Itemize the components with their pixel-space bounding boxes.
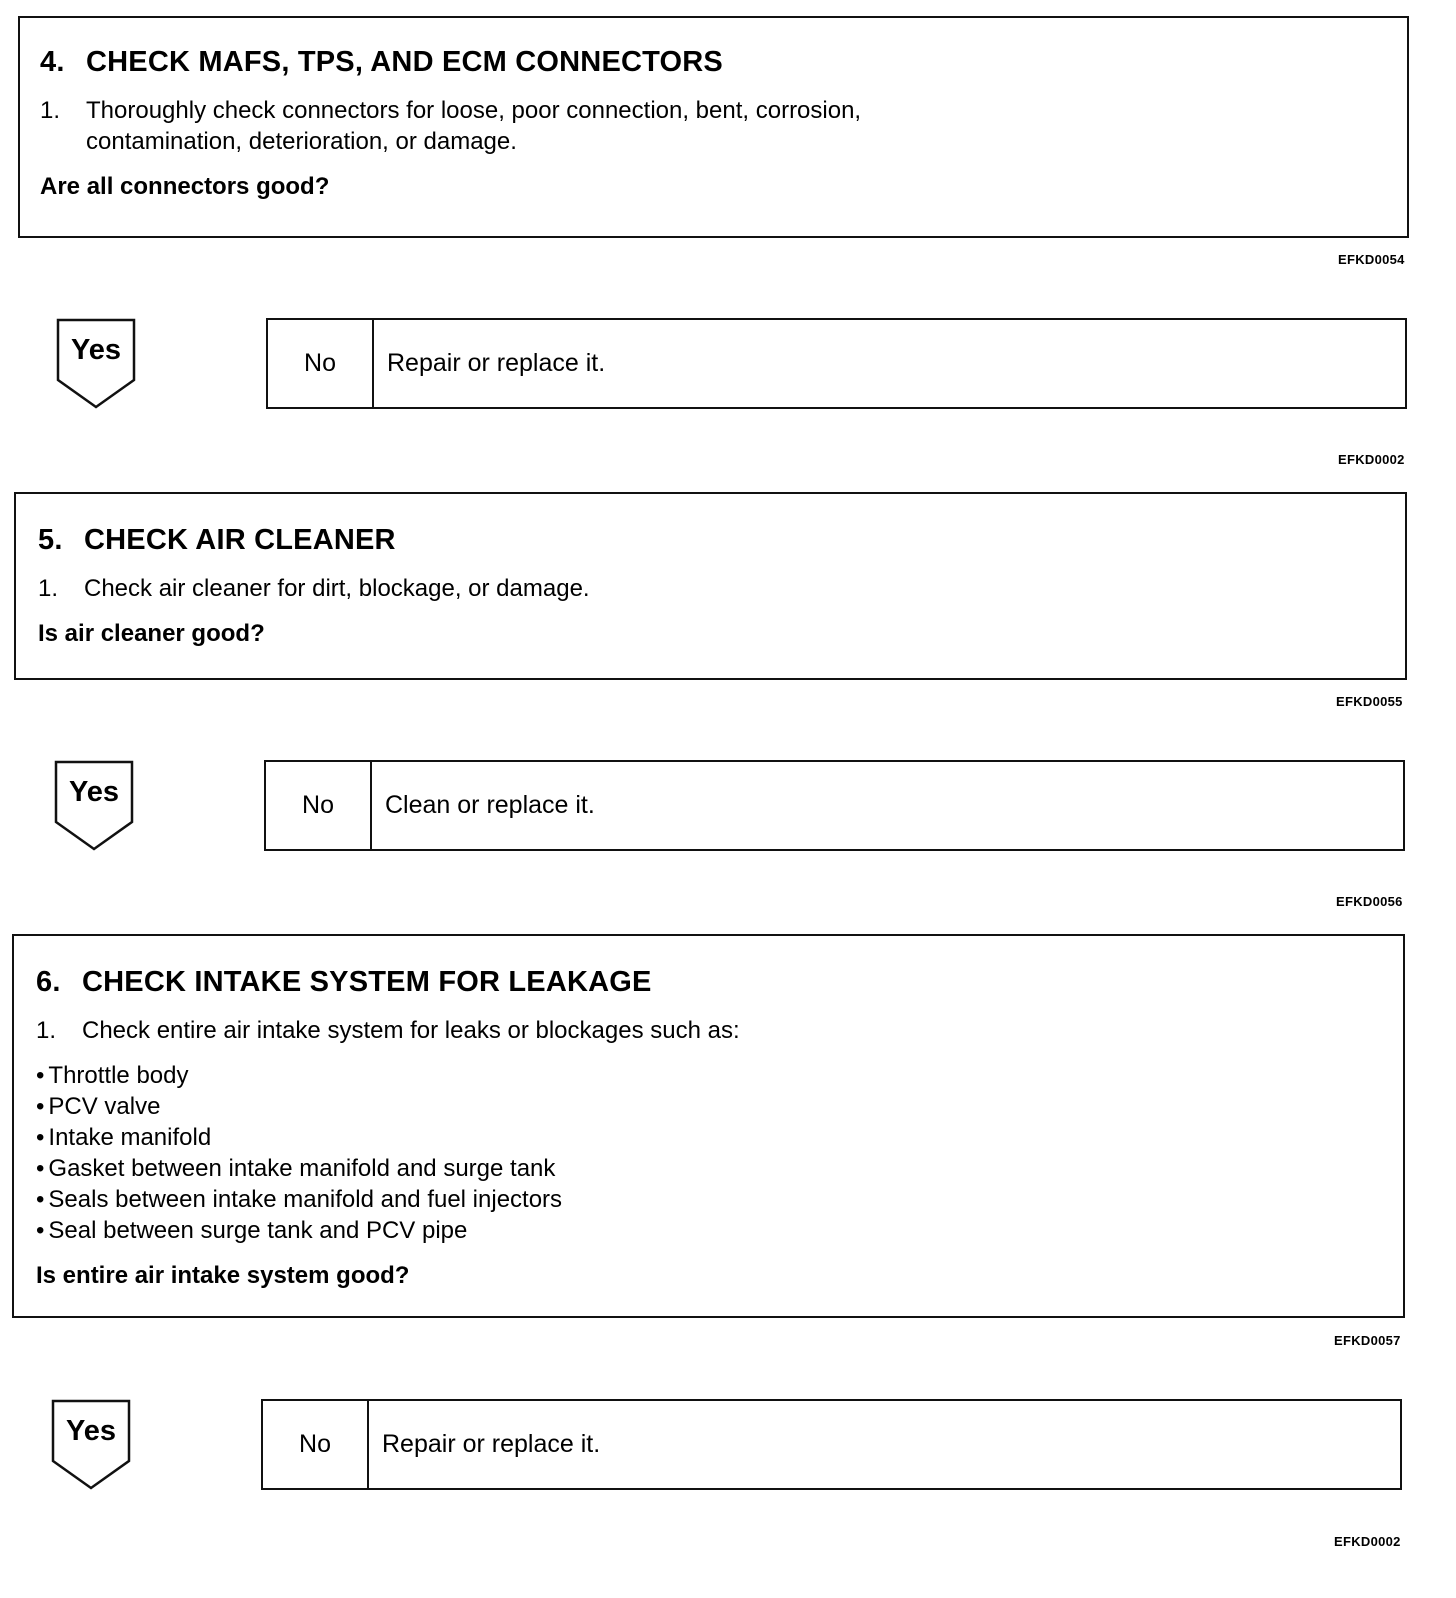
list-item: • Throttle body: [36, 1060, 1381, 1091]
step-4-yes-arrow: [56, 318, 136, 410]
step-6-component-list: [36, 1060, 1381, 1246]
step-4-instruction-line1: Thoroughly check connectors for loose, poor connection, bent, corrosion,: [86, 97, 862, 124]
step-4-instruction: [40, 95, 1387, 157]
step-6-no-action: Repair or replace it.: [382, 1430, 601, 1458]
step-4-yes-label: Yes: [71, 334, 121, 366]
step-5-instruction-line1: Check air cleaner for dirt, blockage, or damage.: [84, 575, 590, 602]
step-5-figure-code: EFKD0055: [1336, 694, 1403, 709]
list-item: • Seal between surge tank and PCV pipe: [36, 1215, 1381, 1246]
step-6-number: 6.: [36, 966, 61, 998]
step-4-item-number: 1.: [40, 97, 61, 124]
step-4-heading: CHECK MAFS, TPS, AND ECM CONNECTORS: [86, 46, 723, 78]
step-6-figure-code: EFKD0057: [1334, 1333, 1401, 1348]
list-item: • PCV valve: [36, 1091, 1381, 1122]
step-5-number: 5.: [38, 524, 63, 556]
list-item: • Gasket between intake manifold and surge tank: [36, 1153, 1381, 1184]
step-5-yes-arrow: [54, 760, 134, 852]
step-4-no-action: Repair or replace it.: [387, 349, 606, 377]
step-5-decision-code: EFKD0056: [1336, 894, 1403, 909]
step-6-instruction-line1: Check entire air intake system for leaks or blockages such as:: [82, 1017, 740, 1044]
step-6-no-box: [261, 1399, 1402, 1490]
step-5-no-label: No: [266, 762, 372, 849]
step-5-heading: CHECK AIR CLEANER: [84, 524, 396, 556]
step-4-number: 4.: [40, 46, 65, 78]
step-4-no-label: No: [268, 320, 374, 407]
step-6-box: [12, 934, 1405, 1318]
step-4-title: [40, 46, 1387, 79]
step-5-no-action: Clean or replace it.: [385, 791, 595, 819]
step-6-no-label: No: [263, 1401, 369, 1488]
step-6-yes-arrow: [51, 1399, 131, 1491]
list-item: • Intake manifold: [36, 1122, 1381, 1153]
step-6-item-number: 1.: [36, 1017, 57, 1044]
step-4-question: Are all connectors good?: [40, 173, 330, 200]
step-6-decision-code: EFKD0002: [1334, 1534, 1401, 1549]
step-4-box: [18, 16, 1409, 238]
step-6-yes-label: Yes: [66, 1415, 116, 1447]
step-5-yes-label: Yes: [69, 776, 119, 808]
step-4-instruction-line2: contamination, deterioration, or damage.: [86, 128, 517, 155]
step-6-question: Is entire air intake system good?: [36, 1262, 410, 1289]
step-5-item-number: 1.: [38, 575, 59, 602]
step-6-title: [36, 966, 1381, 999]
step-5-title: [38, 524, 1383, 557]
step-5-instruction: [38, 573, 1383, 604]
step-4-decision-code: EFKD0002: [1338, 452, 1405, 467]
step-6-heading: CHECK INTAKE SYSTEM FOR LEAKAGE: [82, 966, 652, 998]
list-item: • Seals between intake manifold and fuel injectors: [36, 1184, 1381, 1215]
step-4-figure-code: EFKD0054: [1338, 252, 1405, 267]
step-4-no-box: [266, 318, 1407, 409]
step-5-question: Is air cleaner good?: [38, 620, 265, 647]
step-5-no-box: [264, 760, 1405, 851]
step-5-box: [14, 492, 1407, 680]
step-6-instruction: [36, 1015, 1381, 1046]
